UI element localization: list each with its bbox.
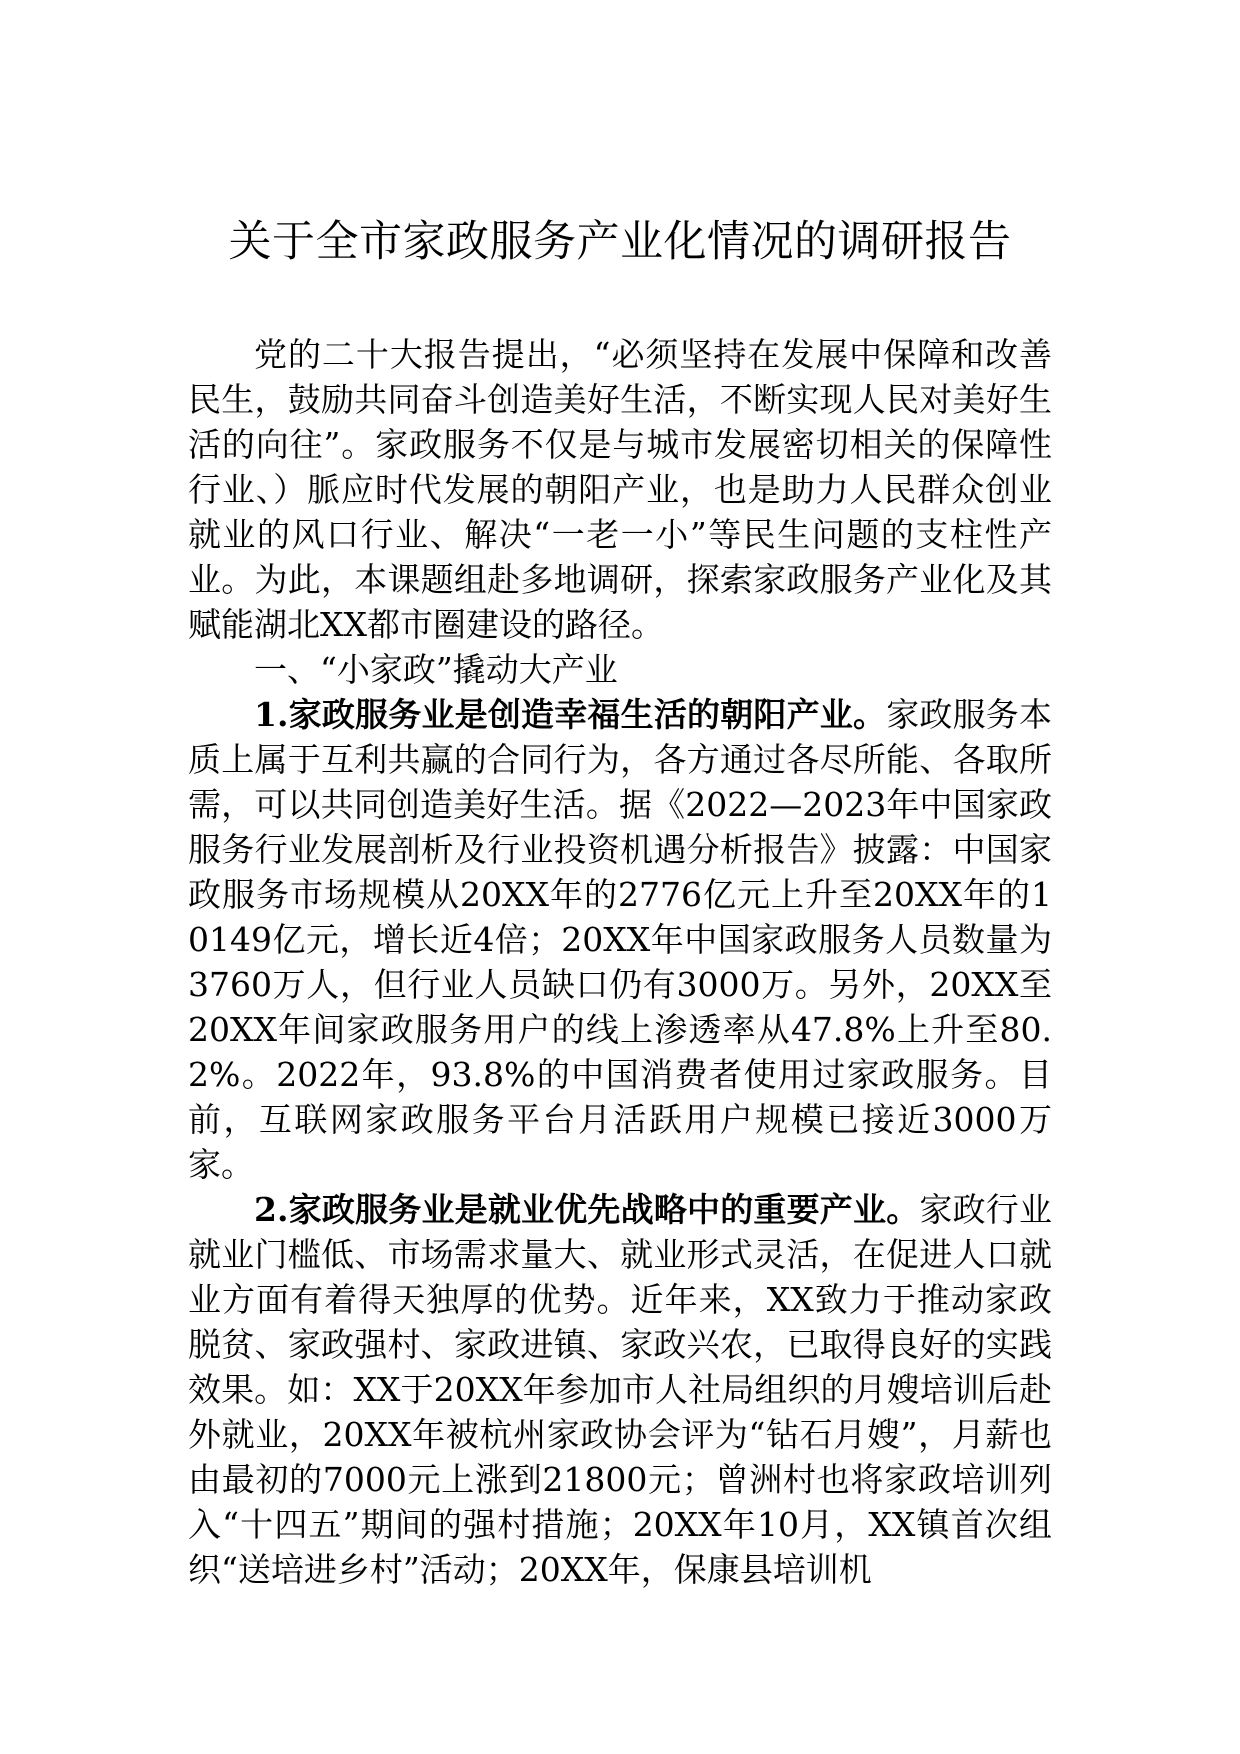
paragraph-1-lead: 1.家政服务业是创造幸福生活的朝阳产业。 — [254, 695, 887, 734]
paragraph-1 — [188, 692, 1052, 1187]
paragraph-2 — [188, 1187, 1052, 1592]
intro-paragraph: 党的二十大报告提出，“必须坚持在发展中保障和改善民生，鼓励共同奋斗创造美好生活，不断实现人民对美好生活的向往”。家政服务不仅是与城市发展密切相关的保障性行业、）脈应时代发展的朝阳产业，也是助力人民群众创业就业的风口行业、解决“一老一小”等民生问题的支柱性产业。为此，本课题组赴多地调研，探索家政服务产业化及其赋能湖北XX都市圈建设的路径。 — [188, 335, 1052, 644]
paragraph-1-body: 家政服务本质上属于互利共赢的合同行为，各方通过各尽所能、各取所需，可以共同创造美好生活。据《2022—2023年中国家政服务行业发展剖析及行业投资机遇分析报告》披露：中国家政服务市场规模从20XX年的2776亿元上升至20XX年的10149亿元，增长近4倍；20XX年中国家政服务人员数量为3760万人，但行业人员缺口仍有3000万。另外，20XX至20XX年间家政服务用户的线上渗透率从47.8%上升至80.2%。2022年，93.8%的中国消费者使用过家政服务。目前，互联网家政服务平台月活跃用户规模已接近3000万家。 — [188, 695, 1053, 1184]
paragraph-2-lead: 2.家政服务业是就业优先战略中的重要产业。 — [254, 1190, 920, 1229]
document-body — [188, 332, 1052, 1592]
section-heading: 一、“小家政”撬动大产业 — [254, 650, 618, 689]
paragraph-2-body: 家政行业就业门槛低、市场需求量大、就业形式灵活，在促进人口就业方面有着得天独厚的优势。近年来，XX致力于推动家政脱贫、家政强村、家政进镇、家政兴农，已取得良好的实践效果。如：XX于20XX年参加市人社局组织的月嫂培训后赴外就业，20XX年被杭州家政协会评为“钻石月嫂”，月薪也由最初的7000元上涨到21800元；曾洲村也将家政培训列入“十四五”期间的强村措施；20XX年10月，XX镇首次组织“送培进乡村”活动；20XX年，保康县培训机 — [188, 1190, 1052, 1589]
document-title: 关于全市家政服务产业化情况的调研报告 — [228, 217, 1012, 267]
